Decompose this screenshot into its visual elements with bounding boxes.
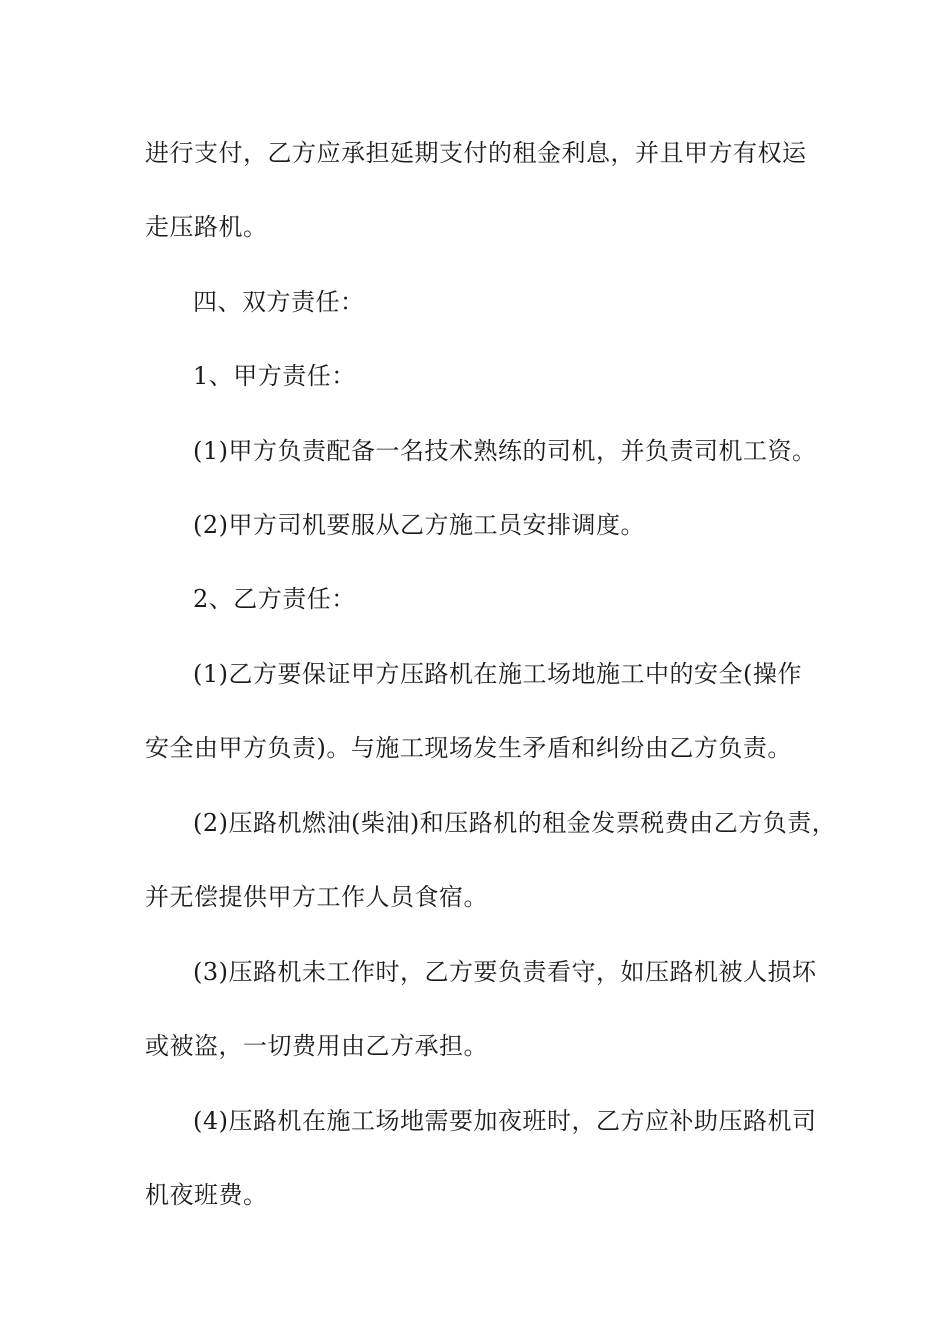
list-item: (4)压路机在施工场地需要加夜班时，乙方应补助压路机司 [193,1107,817,1135]
paragraph-line: 安全由甲方负责)。与施工现场发生矛盾和纠纷由乙方负责。 [145,734,792,762]
paragraph-line: 走压路机。 [145,213,268,241]
list-item: (3)压路机未工作时，乙方要负责看守，如压路机被人损坏 [193,958,817,986]
paragraph-line: 并无偿提供甲方工作人员食宿。 [145,883,488,911]
paragraph-line: 进行支付，乙方应承担延期支付的租金利息，并且甲方有权运 [145,139,807,167]
section-heading: 四、双方责任： [193,288,365,316]
subsection-heading: 2、乙方责任： [193,585,356,613]
paragraph-line: 机夜班费。 [145,1181,268,1209]
paragraph-line: 或被盗，一切费用由乙方承担。 [145,1032,488,1060]
list-item: (2)甲方司机要服从乙方施工员安排调度。 [193,511,645,539]
list-item: (1)甲方负责配备一名技术熟练的司机，并负责司机工资。 [193,437,817,465]
list-item: (2)压路机燃油(柴油)和压路机的租金发票税费由乙方负责， [193,809,837,837]
list-item: (1)乙方要保证甲方压路机在施工场地施工中的安全(操作 [193,660,802,688]
subsection-heading: 1、甲方责任： [193,362,356,390]
